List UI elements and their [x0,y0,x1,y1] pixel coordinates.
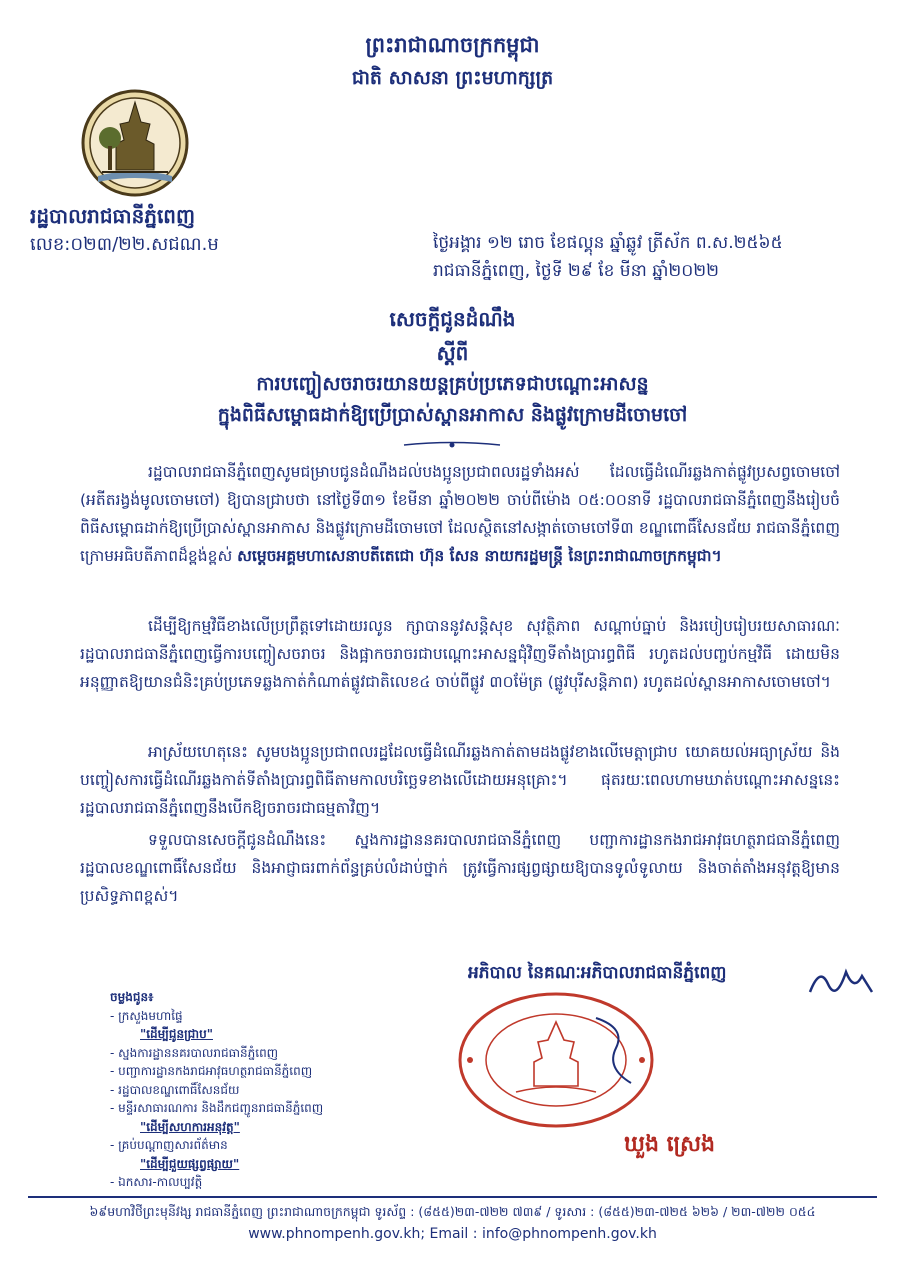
list-item-note: "ដើម្បីសហការអនុវត្ត" [140,1119,240,1134]
list-item: - ក្រសួងមហាផ្ទៃ [110,1008,183,1023]
subject-line-2: ក្នុងពិធីសម្ពោធដាក់ឱ្យប្រើប្រាស់ស្ពានអាកាស និងផ្លូវក្រោមដីចោមចៅ [217,404,688,426]
subject-line-1: ការបញ្ចៀសចរាចរយានយន្តគ្រប់ប្រភេទជាបណ្តោះអាសន្ន [256,373,649,395]
list-item: - បញ្ជាការដ្ឋានកងរាជអាវុធហត្ថរាជធានីភ្នំពេញ [110,1064,313,1078]
phnom-penh-emblem-icon [80,88,190,198]
signer-title: អភិបាល នៃគណៈអភិបាលរាជធានីភ្នំពេញ [468,963,727,983]
kingdom-heading: ព្រះរាជាណាចក្រកម្ពុជា [365,33,540,57]
list-item: - គ្រប់បណ្តាញសារព័ត៌មាន [110,1138,228,1152]
reference-number: លេខ:០២៣/២២.សជណ.ម [30,234,219,255]
list-item: - រដ្ឋបាលខណ្ឌពោធិ៍សែនជ័យ [110,1082,240,1097]
footer-divider [28,1196,877,1198]
subject-about: ស្តីពី [436,341,469,365]
list-item-note: "ដើម្បីជូនជ្រាប" [140,1027,213,1041]
list-item: - ស្នងការដ្ឋាននគរបាលរាជធានីភ្នំពេញ [110,1045,279,1060]
footer-contact[interactable]: www.phnompenh.gov.kh; Email : info@phnompenh.gov.kh [248,1226,657,1242]
paragraph-1-bold: សម្តេចអគ្គមហាសេនាបតីតេជោ ហ៊ុន សែន នាយករដ្ឋមន្ត្រី នៃព្រះរាជាណាចក្រកម្ពុជា។ [237,547,722,565]
official-seal-icon [456,988,656,1128]
body-paragraph-1 [80,458,840,570]
paragraph-1-text: រដ្ឋបាលរាជធានីភ្នំពេញសូមជម្រាបជូនដំណឹងដល់បងប្អូនប្រជាពលរដ្ឋទាំងអស់ ដែលធ្វើដំណើរឆ្លងកាត់ផ្លូវប្រសព្វចោមចៅ (អតីតរង្វង់មូលចោមចៅ) ឱ្យបានជ្រាបថា នៅថ្ងៃទី៣១ ខែមីនា ឆ្នាំ២០២២ ចាប់ពីម៉ោង ០៥:០០នាទី រដ្ឋបាលរាជធានីភ្នំពេញនឹងរៀបចំពិធីសម្ពោធដាក់ឱ្យប្រើប្រាស់ស្ពានអាកាស និងផ្លូវក្រោមដីចោមចៅ ដែលស្ថិតនៅសង្កាត់ចោមចៅទី៣ ខណ្ឌពោធិ៍សែនជ័យ រាជធានីភ្នំពេញ ក្រោមអធិបតីភាពដ៏ខ្ពង់ខ្ពស់ [80,463,840,565]
issuing-authority: រដ្ឋបាលរាជធានីភ្នំពេញ [30,204,196,228]
copy-to-heading: ចម្លងជូន៖ [110,990,154,1004]
signer-name: ឃួង ស្រេង [624,1132,716,1157]
body-paragraph-2: ដើម្បីឱ្យកម្មវិធីខាងលើប្រព្រឹត្តទៅដោយរលូន ក្សាបាននូវសន្តិសុខ សុវត្ថិភាព សណ្តាប់ធ្នាប់ និងរបៀបរៀបរយសាធារណៈ រដ្ឋបាលរាជធានីភ្នំពេញធ្វើការបញ្ចៀសចរាចរ និងផ្អាកចរាចរជាបណ្តោះអាសន្នជុំវិញទីតាំងប្រារព្ធពិធី រហូតដល់បញ្ចប់កម្មវិធី ដោយមិនអនុញ្ញាតឱ្យយានជំនិះគ្រប់ប្រភេទឆ្លងកាត់កំណាត់ផ្លូវជាតិលេខ៤ ចាប់ពីផ្លូវ ៣០ម៉ែត្រ (ផ្លូវបុរីសន្តិភាព) រហូតដល់ស្ពានអាកាសចោមចៅ។ [80,617,840,691]
list-item: - មន្ទីរសាធារណការ និងដឹកជញ្ជូនរាជធានីភ្នំពេញ [110,1101,324,1115]
handwritten-signature-icon [806,962,876,1002]
list-item: - ឯកសារ-កាលប្បវត្តិ [110,1175,203,1189]
lunar-date: ថ្ងៃអង្គារ ១២ រោច ខែផល្គុន ឆ្នាំឆ្លូវ ត្រីស័ក ព.ស.២៥៦៥ [433,233,783,253]
copy-to-list [110,988,323,1192]
solar-date: រាជធានីភ្នំពេញ, ថ្ងៃទី ២៩ ខែ មីនា ឆ្នាំ២០២២ [433,261,720,281]
body-paragraph-3: អាស្រ័យហេតុនេះ សូមបងប្អូនប្រជាពលរដ្ឋដែលធ្វើដំណើរឆ្លងកាត់តាមដងផ្លូវខាងលើមេត្តាជ្រាប យោគយល់អធ្យាស្រ័យ និងបញ្ចៀសការធ្វើដំណើរឆ្លងកាត់ទីតាំងប្រារព្ធពិធីតាមកាលបរិច្ឆេទខាងលើដោយអនុគ្រោះ។ ផុតរយៈពេលហាមឃាត់បណ្តោះអាសន្ននេះ រដ្ឋបាលរាជធានីភ្នំពេញនឹងបើកឱ្យចរាចរជាធម្មតាវិញ។ [80,743,840,817]
list-item-note: "ដើម្បីជួយផ្សព្វផ្សាយ" [140,1156,240,1171]
document-type: សេចក្តីជូនដំណឹង [389,307,516,331]
body-paragraph-4: ទទួលបានសេចក្តីជូនដំណឹងនេះ ស្នងការដ្ឋាននគរបាលរាជធានីភ្នំពេញ បញ្ជាការដ្ឋានកងរាជអាវុធហត្ថរាជធានីភ្នំពេញ រដ្ឋបាលខណ្ឌពោធិ៍សែនជ័យ និងអាជ្ញាធរពាក់ព័ន្ធគ្រប់លំដាប់ថ្នាក់ ត្រូវធ្វើការផ្សព្វផ្សាយឱ្យបានទូលំទូលាយ និងចាត់តាំងអនុវត្តឱ្យមានប្រសិទ្ធភាពខ្ពស់។ [80,831,840,905]
footer-address: ៦៩មហាវិថីព្រះមុនីវង្ស រាជធានីភ្នំពេញ ព្រះរាជាណាចក្រកម្ពុជា ទូរស័ព្ទ : (៨៥៥)២៣-៧២២ ៧៣៩ / ទូរសារ : (៨៥៥)២៣-៧២៥ ៦២៦ / ២៣-៧២២ ០៥៤ [89,1204,816,1219]
divider-ornament-icon [402,438,502,452]
national-motto: ជាតិ សាសនា ព្រះមហាក្សត្រ [351,67,554,89]
